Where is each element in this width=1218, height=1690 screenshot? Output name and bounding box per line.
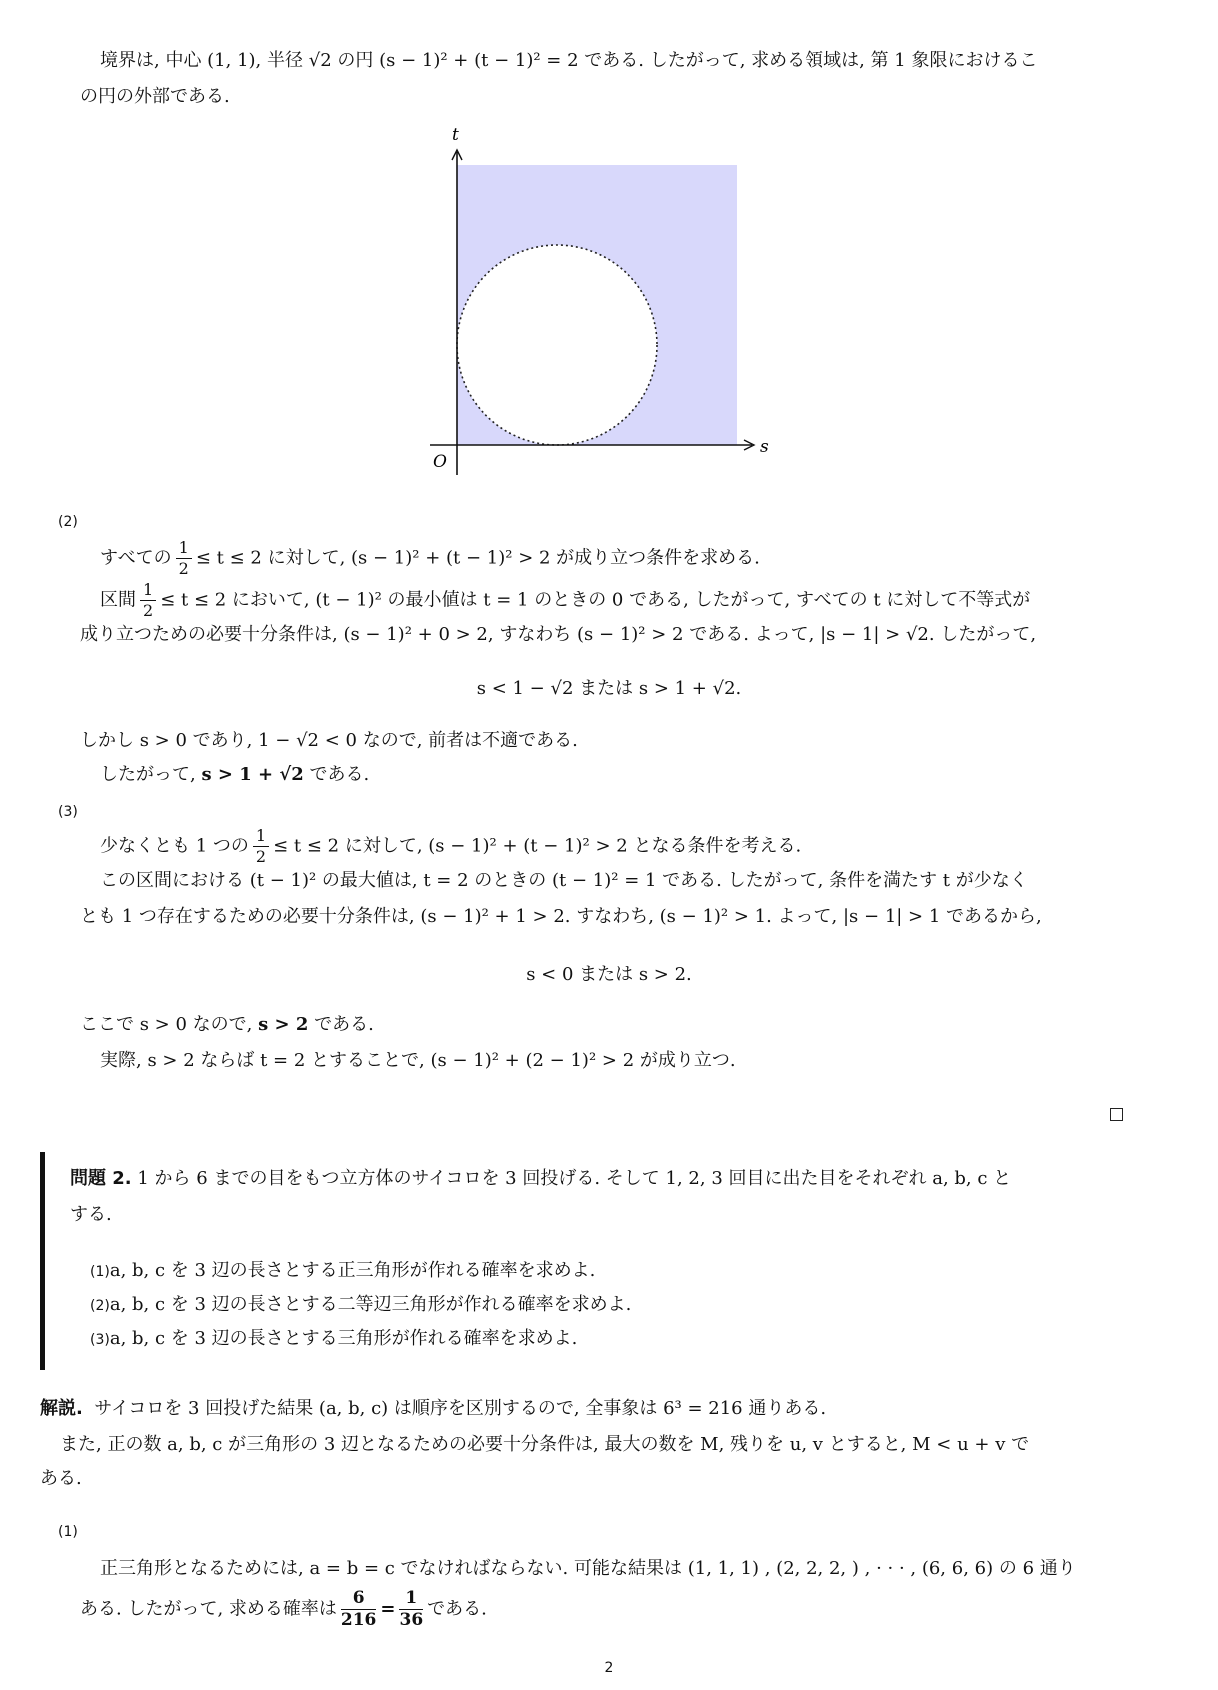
- part3-line-5: 実際, s > 2 ならば t = 2 とすることで, (s − 1)² + (2 − 1)² > 2 が成り立つ.: [100, 1050, 736, 1071]
- solution-part1-line-1: 正三角形となるためには, a = b = c でなければならない. 可能な結果は (1, 1, 1) , (2, 2, 2, ) , · · · , (6, 6, 6) の 6 通り: [100, 1558, 1076, 1579]
- part2-line-1: [100, 540, 760, 577]
- frac-num: 1: [253, 828, 269, 847]
- solution-part1-line-2: [80, 1590, 487, 1629]
- item-label: (3): [90, 1332, 110, 1348]
- problem2-item-2: [90, 1292, 631, 1319]
- item-label: (1): [90, 1264, 110, 1280]
- frac-num: 1: [399, 1590, 423, 1610]
- problem2-title: 問題 2.: [70, 1168, 132, 1189]
- intro-line-2: の円の外部である.: [80, 86, 230, 107]
- half-fraction: [140, 582, 156, 619]
- page-number: 2: [604, 1660, 614, 1676]
- half-fraction: [176, 540, 192, 577]
- part1-line2-b: である.: [427, 1598, 487, 1620]
- part2-line1-a: すべての: [100, 547, 172, 569]
- solution-line-1: [40, 1396, 826, 1422]
- problem2-line-2: する.: [70, 1204, 112, 1225]
- part3-line1-a: 少なくとも 1 つの: [100, 835, 249, 857]
- part2-line-3: 成り立つための必要十分条件は, (s − 1)² + 0 > 2, すなわち (s − 1)² > 2 である. よって, |s − 1| > √2. したがって,: [80, 624, 1037, 645]
- part3-line-1: [100, 828, 801, 865]
- frac-den: 2: [255, 847, 267, 866]
- part2-line-2: [100, 582, 1030, 619]
- intro-line-1: 境界は, 中心 (1, 1), 半径 √2 の円 (s − 1)² + (t − 1)² = 2 である. したがって, 求める領域は, 第 1 象限におけるこ: [100, 50, 1038, 71]
- item-text: a, b, c を 3 辺の長さとする正三角形が作れる確率を求めよ.: [109, 1260, 596, 1281]
- frac-den: 2: [143, 601, 154, 620]
- item-text: a, b, c を 3 辺の長さとする三角形が作れる確率を求めよ.: [109, 1328, 578, 1349]
- axis-s-label: s: [760, 437, 769, 457]
- part2-line2-a: 区間: [100, 589, 136, 611]
- item-text: a, b, c を 3 辺の長さとする二等辺三角形が作れる確率を求めよ.: [109, 1294, 632, 1315]
- problem2-text-1: 1 から 6 までの目をもつ立方体のサイコロを 3 回投げる. そして 1, 2, 3 回目に出た目をそれぞれ a, b, c と: [137, 1168, 1012, 1189]
- frac-den: 216: [340, 1610, 377, 1630]
- part2-line1-b: ≤ t ≤ 2 に対して, (s − 1)² + (t − 1)² > 2 が成り立つ条件を求める.: [195, 547, 760, 569]
- problem2-item-3: [90, 1326, 577, 1353]
- frac-num: 1: [176, 540, 192, 559]
- qed-box: [1110, 1108, 1123, 1121]
- part2-line5-b: である.: [309, 764, 370, 785]
- item-label: (2): [90, 1298, 110, 1314]
- part3-display: s < 0 または s > 2.: [526, 964, 692, 985]
- part3-line4-b: である.: [314, 1014, 374, 1035]
- part3-line-4: [80, 1012, 374, 1038]
- equals-sign: =: [380, 1598, 396, 1620]
- part3-line1-b: ≤ t ≤ 2 に対して, (s − 1)² + (t − 1)² > 2 となる条件を考える.: [273, 835, 802, 857]
- solution-line-2: また, 正の数 a, b, c が三角形の 3 辺となるための必要十分条件は, 最大の数を M, 残りを u, v とすると, M < u + v で: [60, 1434, 1030, 1455]
- part3-label: (3): [58, 804, 78, 820]
- part2-answer: s > 1 + √2: [201, 764, 304, 785]
- part3-line-2: この区間における (t − 1)² の最大値は, t = 2 のときの (t − 1)² = 1 である. したがって, 条件を満たす t が少なく: [100, 870, 1028, 891]
- region-figure: [400, 120, 780, 490]
- frac-den: 2: [178, 559, 189, 578]
- part2-line2-b: ≤ t ≤ 2 において, (t − 1)² の最小値は t = 1 のときの 0 である, したがって, すべての t に対して不等式が: [160, 589, 1031, 611]
- part2-line5-a: したがって,: [100, 764, 196, 785]
- part3-line4-a: ここで s > 0 なので,: [80, 1014, 253, 1035]
- part2-line-4: しかし s > 0 であり, 1 − √2 < 0 なので, 前者は不適である.: [80, 730, 578, 751]
- frac-den: 36: [399, 1610, 424, 1630]
- part3-answer: s > 2: [258, 1014, 309, 1035]
- frac-num: 6: [341, 1590, 377, 1610]
- problem2-line-1: [70, 1166, 1011, 1192]
- part2-line-5: [100, 762, 369, 788]
- part3-line-3: とも 1 つ存在するための必要十分条件は, (s − 1)² + 1 > 2. すなわち, (s − 1)² > 1. よって, |s − 1| > 1 であるから,: [80, 906, 1042, 927]
- part2-display: s < 1 − √2 または s > 1 + √2.: [476, 678, 742, 699]
- axis-t-label: t: [452, 125, 459, 145]
- solution-part1-label: (1): [58, 1524, 78, 1540]
- part2-label: (2): [58, 514, 78, 530]
- problem2-item-1: [90, 1258, 595, 1285]
- part1-line2-a: ある. したがって, 求める確率は: [80, 1598, 337, 1620]
- frac-num: 1: [140, 582, 156, 601]
- prob-fraction-2: [399, 1590, 423, 1629]
- prob-fraction-1: [341, 1590, 377, 1629]
- half-fraction: [253, 828, 269, 865]
- solution-title: 解説.: [40, 1398, 83, 1419]
- solution-line-3: ある.: [40, 1468, 82, 1489]
- boundary-circle-fill: [457, 245, 657, 445]
- origin-label: O: [433, 452, 447, 472]
- solution-text-1: サイコロを 3 回投げた結果 (a, b, c) は順序を区別するので, 全事象は 6³ = 216 通りある.: [94, 1398, 827, 1419]
